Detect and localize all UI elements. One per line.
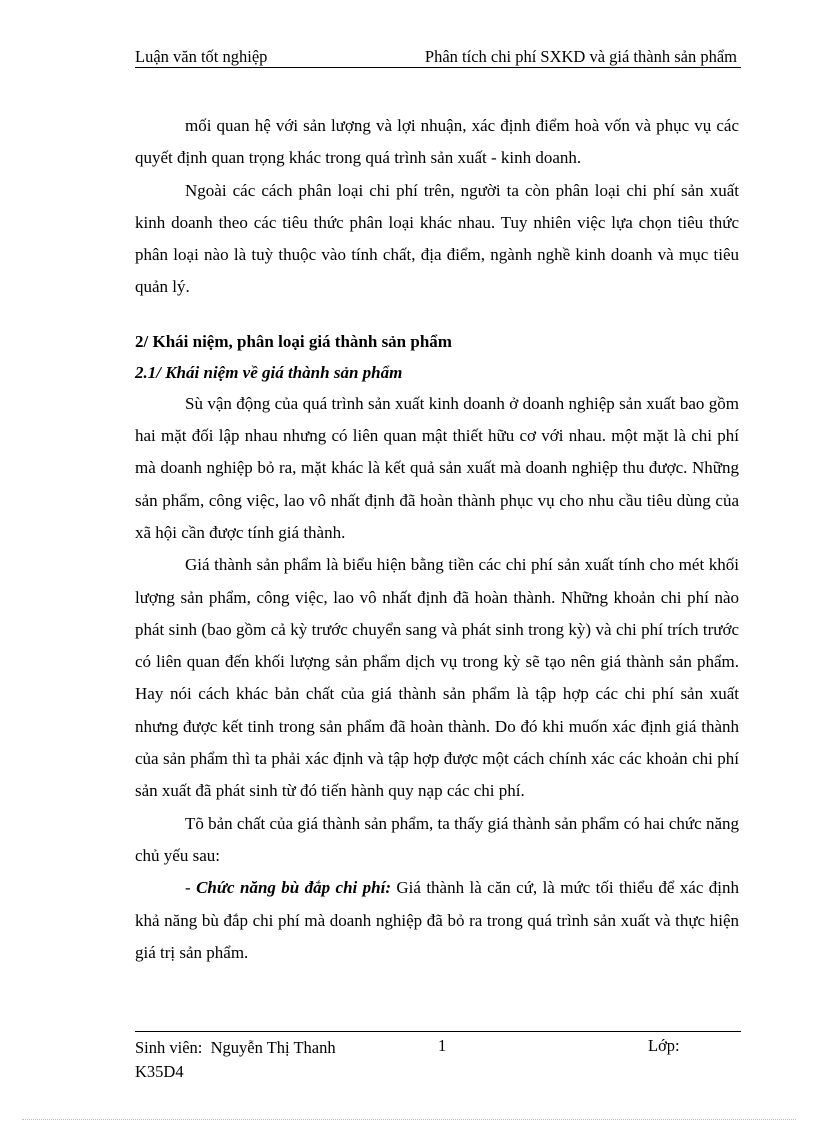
footer-divider [135, 1031, 741, 1032]
page-header [135, 45, 741, 68]
section-heading: 2/ Khái niệm, phân loại giá thành sản phẩm [135, 331, 452, 351]
footer-student [135, 1036, 336, 1084]
paragraph-3: Sù vận động của quá trình sản xuất kinh doanh ở doanh nghiệp sản xuất bao gồm hai mặt đối lập nhau nhưng có liên quan mật thiết hữu cơ với nhau. một mặt là chi phí mà doanh nghiệp bỏ ra, mặt khác là kết quả sản xuất mà doanh nghiệp thu được. Những sản phẩm, công việc, lao vô nhất định đã hoàn thành phục vụ cho nhu cầu tiêu dùng của xã hội cần được tính giá thành. [135, 393, 739, 542]
header-thesis-title: Luận văn tốt nghiệp [135, 47, 268, 66]
paragraph-5: Tõ bản chất của giá thành sản phẩm, ta thấy giá thành sản phẩm có hai chức năng chủ yếu sau: [135, 813, 739, 865]
paragraph-1: mối quan hệ với sản lượng và lợi nhuận, xác định điểm hoà vốn và phục vụ các quyết định quan trọng khác trong quá trình sản xuất - kinh doanh. [135, 116, 739, 168]
student-name: Nguyễn Thị Thanh [210, 1038, 336, 1057]
class-label: Lớp: [648, 1036, 680, 1055]
page-edge-dotted-line [22, 1119, 796, 1120]
page-number: 1 [438, 1036, 447, 1055]
paragraph-2: Ngoài các cách phân loại chi phí trên, người ta còn phân loại chi phí sản xuất kinh doanh theo các tiêu thức phân loại khác nhau. Tuy nhiên việc lựa chọn tiêu thức phân loại nào là tuỳ thuộc vào tính chất, địa điểm, ngành nghề kinh doanh và mục tiêu quản lý. [135, 180, 739, 297]
paragraph-6 [135, 872, 739, 969]
dash-bullet: - [185, 878, 197, 898]
spacer [135, 304, 739, 326]
class-code: K35D4 [135, 1062, 184, 1081]
subsection-heading: 2.1/ Khái niệm về giá thành sản phẩm [135, 362, 403, 382]
page-body [135, 110, 739, 969]
student-label: Sinh viên: [135, 1038, 203, 1057]
function-term: Chức năng bù đắp chi phí: [196, 878, 391, 898]
header-chapter-title: Phân tích chi phí SXKD và giá thành sản phẩm [424, 47, 737, 66]
paragraph-4: Giá thành sản phẩm là biểu hiện bằng tiền các chi phí sản xuất tính cho mét khối lượng sản phẩm, công việc, lao vô nhất định đã hoàn thành. Những khoản chi phí nào phát sinh (bao gồm cả kỳ trước chuyển sang và phát sinh trong kỳ) và chi phí trích trước có liên quan đến khối lượng sản phẩm dịch vụ trong kỳ sẽ tạo nên giá thành sản phẩm. Hay nói cách khác bản chất của giá thành sản phẩm là tập hợp các chi phí sản xuất nhưng được kết tinh trong sản phẩm đã hoàn thành. Do đó khi muốn xác định giá thành của sản phẩm thì ta phải xác định và tập hợp được một cách chính xác các khoản chi phí sản xuất đã phát sinh từ đó tiến hành quy nạp các chi phí. [135, 555, 739, 801]
paragraph-6-text: Giá thành là căn cứ, là mức tối thiểu để xác định khả năng bù đắp chi phí mà doanh nghiệp đã bỏ ra trong quá trình sản xuất và thực hiện giá trị sản phẩm. [135, 878, 739, 962]
